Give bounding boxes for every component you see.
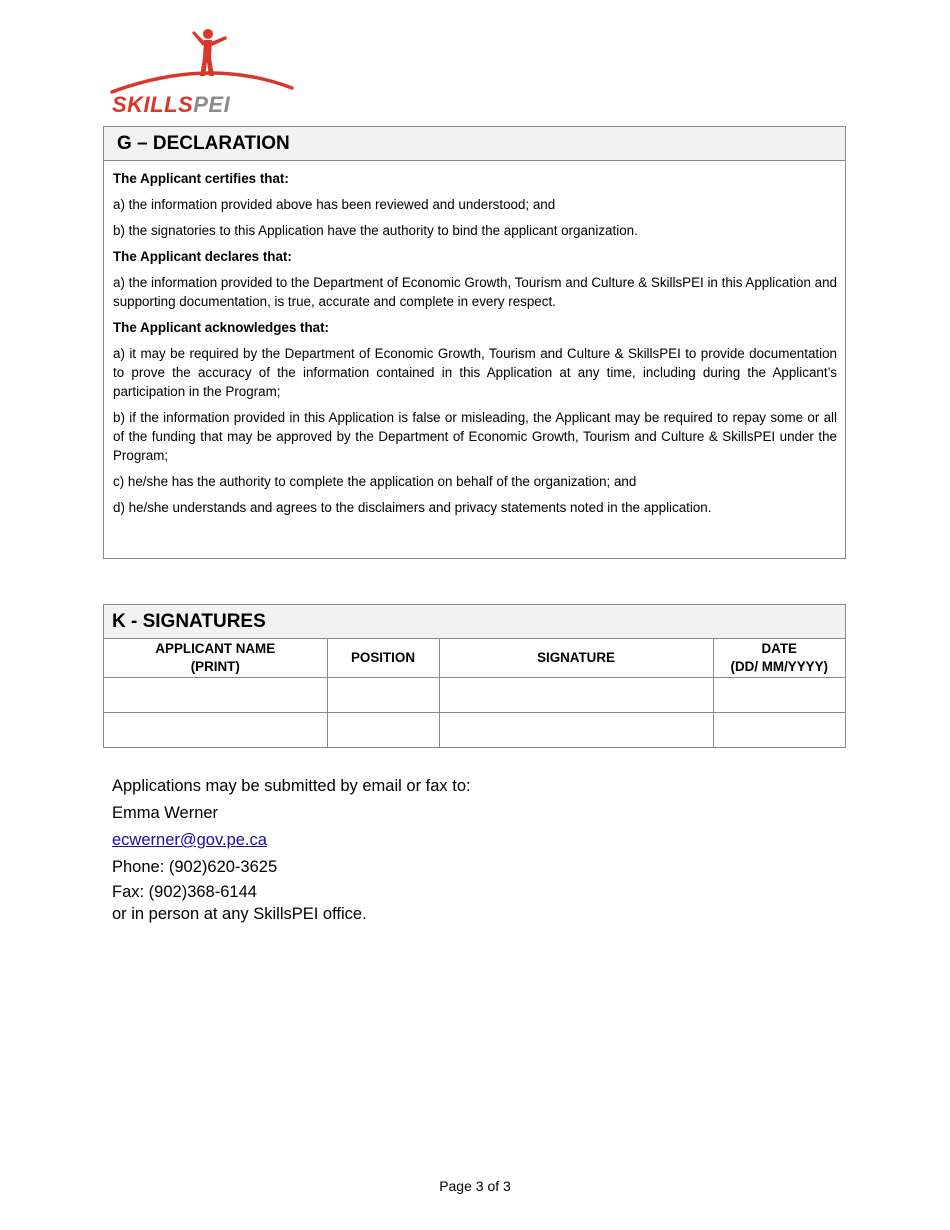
acknowledges-item-c: c) he/she has the authority to complete the application on behalf of the organization; and <box>113 474 637 489</box>
declares-item-a: a) the information provided to the Department of Economic Growth, Tourism and Culture & SkillsPEI in this Application and supporting documentation, is true, accurate and complete in every respect. <box>113 275 837 309</box>
contact-intro: Applications may be submitted by email or fax to: <box>112 777 471 795</box>
signature-cell-1[interactable] <box>439 678 713 713</box>
applicant-name-cell-1[interactable] <box>104 678 327 713</box>
declaration-title: G – DECLARATION <box>104 127 845 161</box>
date-cell-1[interactable] <box>713 678 845 713</box>
signatures-section <box>103 604 846 748</box>
acknowledges-item-d: d) he/she understands and agrees to the disclaimers and privacy statements noted in the application. <box>113 500 712 515</box>
col-date-line1: DATE <box>761 641 797 656</box>
page-number: Page 3 of 3 <box>439 1178 511 1194</box>
acknowledges-item-a: a) it may be required by the Department of Economic Growth, Tourism and Culture & SkillsPEI to provide documentation to prove the accuracy of the information contained in this Application at any time, including during the Applicant’s participation in the Program; <box>113 346 837 399</box>
certifies-item-a: a) the information provided above has been reviewed and understood; and <box>113 197 556 212</box>
col-date <box>713 639 845 678</box>
applicant-name-cell-2[interactable] <box>104 713 327 748</box>
logo-figure-arc-icon <box>108 26 308 96</box>
skillspei-logo <box>108 26 308 118</box>
date-cell-2[interactable] <box>713 713 845 748</box>
signature-row-2 <box>104 713 845 748</box>
col-signature: SIGNATURE <box>439 639 713 678</box>
contact-phone: Phone: (902)620-3625 <box>112 858 278 876</box>
col-position: POSITION <box>327 639 439 678</box>
position-cell-1[interactable] <box>327 678 439 713</box>
position-cell-2[interactable] <box>327 713 439 748</box>
col-applicant-name <box>104 639 327 678</box>
declaration-section <box>103 126 846 559</box>
logo-wordmark <box>112 94 230 116</box>
logo-word-skills: SKILLS <box>112 92 194 117</box>
col-applicant-name-line2: (PRINT) <box>190 659 240 674</box>
signatures-header-row <box>104 639 845 678</box>
acknowledges-item-b: b) if the information provided in this Application is false or misleading, the Applicant may be required to repay some or all of the funding that may be approved by the Department of Economic Growth, Tourism and Culture & SkillsPEI under the Program; <box>113 410 837 463</box>
contact-name: Emma Werner <box>112 804 219 822</box>
contact-fax: Fax: (902)368-6144 <box>112 883 257 901</box>
signature-cell-2[interactable] <box>439 713 713 748</box>
logo-word-pei: PEI <box>193 92 231 117</box>
declares-heading: The Applicant declares that: <box>113 249 292 264</box>
certifies-heading: The Applicant certifies that: <box>113 171 289 186</box>
signatures-title: K - SIGNATURES <box>104 605 845 639</box>
contact-email-line <box>112 827 471 854</box>
contact-info <box>112 773 471 925</box>
contact-in-person: or in person at any SkillsPEI office. <box>112 905 367 923</box>
col-applicant-name-line1: APPLICANT NAME <box>155 641 276 656</box>
certifies-item-b: b) the signatories to this Application have the authority to bind the applicant organization. <box>113 223 638 238</box>
contact-email-link[interactable]: ecwerner@gov.pe.ca <box>112 831 267 849</box>
col-date-line2: (DD/ MM/YYYY) <box>730 659 828 674</box>
signatures-table <box>104 639 845 747</box>
declaration-body <box>104 161 845 517</box>
acknowledges-heading: The Applicant acknowledges that: <box>113 320 330 335</box>
signature-row-1 <box>104 678 845 713</box>
